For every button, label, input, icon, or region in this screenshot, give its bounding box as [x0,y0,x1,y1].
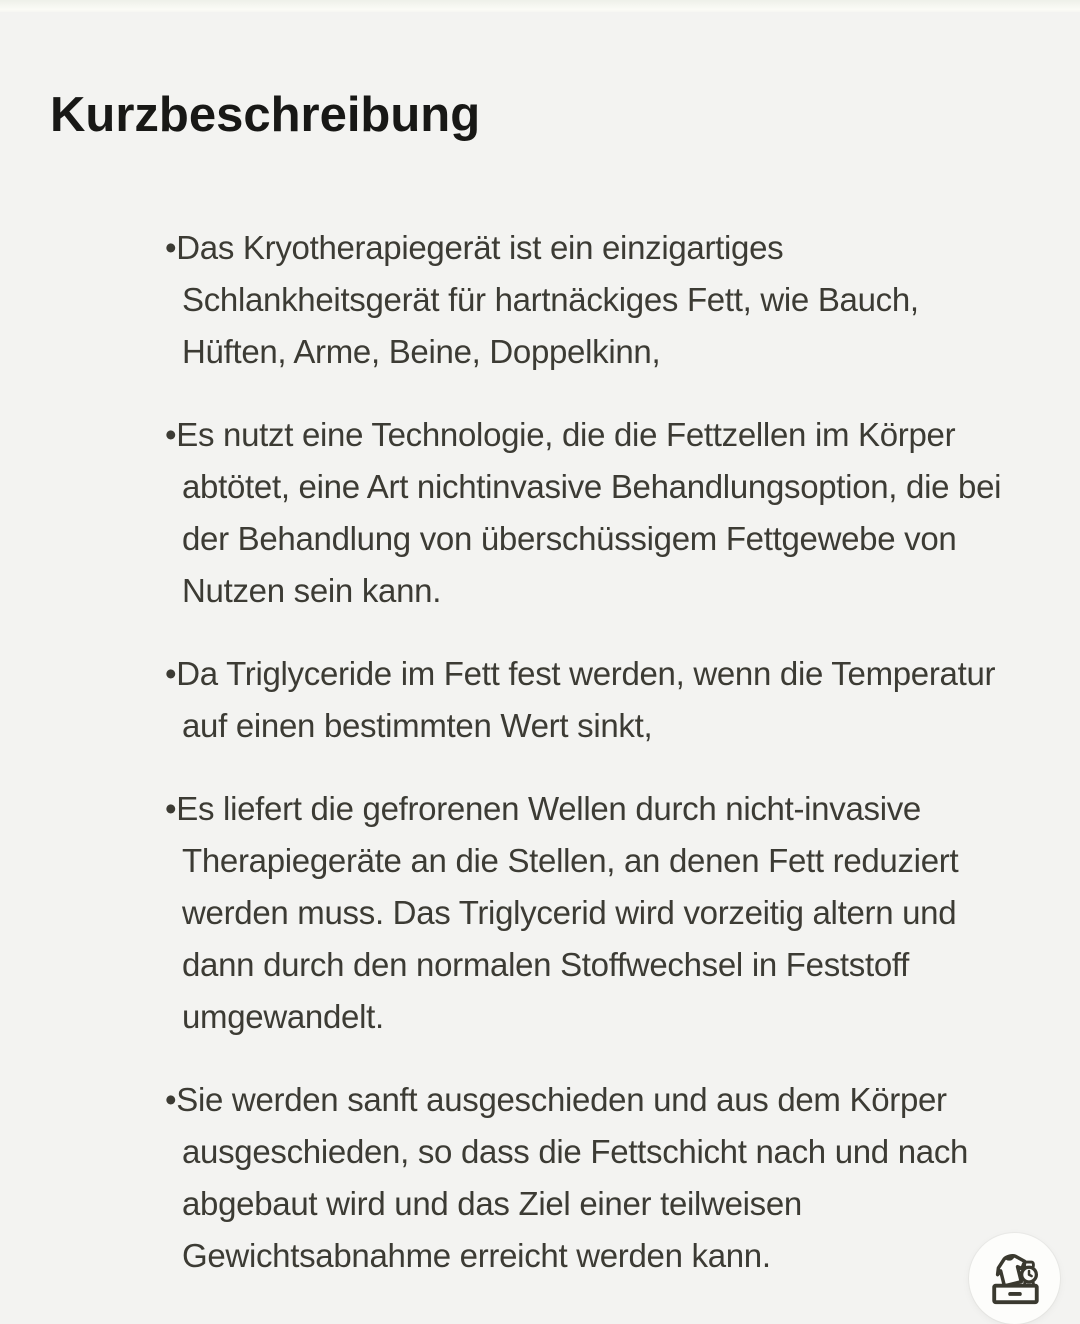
top-shadow-strip [0,0,1080,12]
bullet-item: • Es nutzt eine Technologie, die die Fettzellen im Körper abtötet, eine Art nichtinvasive Behandlungsoption, die bei der Behandlung von überschüssigem Fettgewebe von Nutzen sein kann. [165,409,1013,617]
clothes-and-watch-in-box-icon [986,1249,1044,1307]
bullet-item: • Es liefert die gefrorenen Wellen durch nicht-invasive Therapiegeräte an die Stellen, an denen Fett reduziert werden muss. Das Triglycerid wird vorzeitig altern und dann durch den normalen Stoffwechsel in Feststoff umgewandelt. [165,783,1013,1043]
bullet-item: • Sie werden sanft ausgeschieden und aus dem Körper ausgeschieden, so dass die Fettschicht nach und nach abgebaut wird und das Ziel einer teilweisen Gewichtsabnahme erreicht werden kann. [165,1074,1013,1282]
floating-products-button[interactable] [969,1233,1060,1324]
bullet-item: • Da Triglyceride im Fett fest werden, wenn die Temperatur auf einen bestimmten Wert sinkt, [165,648,1013,752]
bullet-item: • Das Kryotherapiegerät ist ein einzigartiges Schlankheitsgerät für hartnäckiges Fett, wie Bauch, Hüften, Arme, Beine, Doppelkinn, [165,222,1013,378]
section-title: Kurzbeschreibung [50,88,481,142]
bullet-list [165,222,1013,1313]
